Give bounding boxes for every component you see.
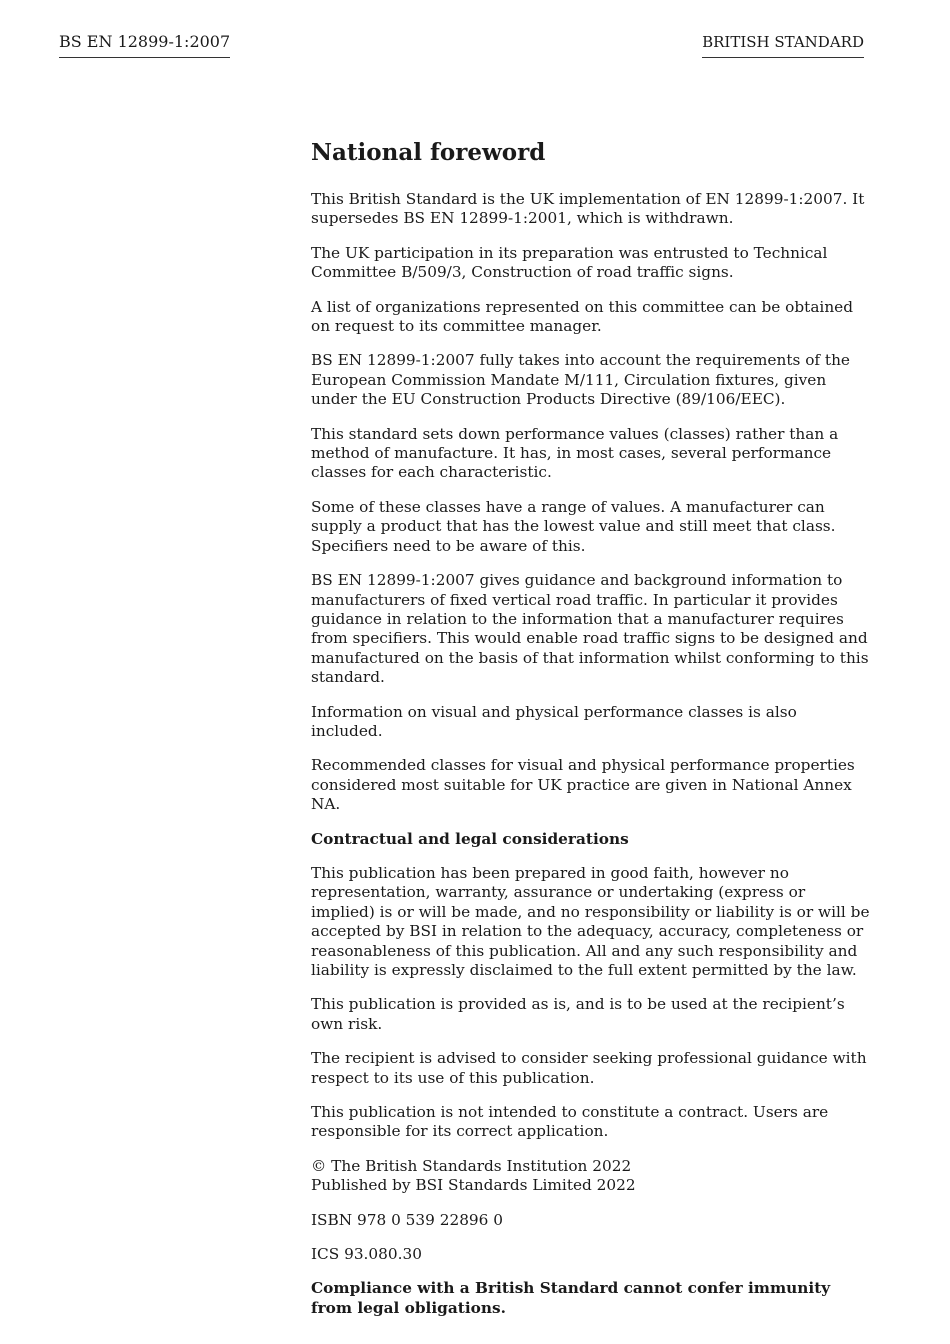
foreword-paragraph: Recommended classes for visual and physical performance properties considered most suitable for UK practice are given in National Annex NA. [311,756,855,814]
foreword-paragraph: This standard sets down performance values (classes) rather than a method of manufacture. It has, in most cases, several performance classes for each characteristic. [311,424,839,482]
isbn: ISBN 978 0 539 22896 0 [311,1210,503,1229]
legal-paragraph: The recipient is advised to consider seeking professional guidance with respect to its use of this publication. [311,1049,867,1087]
main-content [311,136,871,1333]
foreword-paragraph: BS EN 12899-1:2007 gives guidance and background information to manufacturers of fixed vertical road traffic. In particular it provides guidance in relation to the information that a manufacturer requires from specifiers. This would enable road traffic signs to be designed and manufactured on the basis of that information whilst conforming to this standard. [311,571,869,687]
foreword-paragraph: BS EN 12899-1:2007 fully takes into account the requirements of the European Commission Mandate M/111, Circulation fixtures, given under the EU Construction Products Directive (89/106/EEC). [311,351,850,409]
page-title: National foreword [311,139,546,166]
legal-paragraph: This publication is not intended to constitute a contract. Users are responsible for its correct application. [311,1103,829,1141]
foreword-paragraph: This British Standard is the UK implementation of EN 12899-1:2007. It supersedes BS EN 12899-1:2001, which is withdrawn. [311,190,865,228]
header-standard-number: BS EN 12899-1:2007 [59,31,230,58]
copyright-block [311,1157,871,1196]
published-line: Published by BSI Standards Limited 2022 [311,1176,636,1195]
legal-paragraph: This publication has been prepared in good faith, however no representation, warranty, assurance or undertaking (express or implied) is or will be made, and no responsibility or liability is or will be accepted by BSI in relation to the adequacy, accuracy, completeness or reasonableness of this publication. All and any such responsibility and liability is expressly disclaimed to the full extent permitted by the law. [311,863,870,979]
foreword-paragraph: Some of these classes have a range of values. A manufacturer can supply a product that has the lowest value and still meet that class. Specifiers need to be aware of this. [311,497,836,555]
compliance-statement: Compliance with a British Standard cannot confer immunity from legal obligations. [311,1279,831,1317]
header-british-standard: BRITISH STANDARD [702,31,864,58]
foreword-paragraph: Information on visual and physical performance classes is also included. [311,702,797,740]
legal-paragraph: This publication is provided as is, and is to be used at the recipient’s own risk. [311,995,845,1033]
ics: ICS 93.080.30 [311,1245,422,1264]
copyright-line: © The British Standards Institution 2022 [311,1156,632,1175]
foreword-paragraph: A list of organizations represented on this committee can be obtained on request to its committee manager. [311,297,854,336]
section-heading: Contractual and legal considerations [311,829,629,848]
foreword-paragraph: The UK participation in its preparation was entrusted to Technical Committee B/509/3, Construction of road traffic signs. [311,243,828,282]
